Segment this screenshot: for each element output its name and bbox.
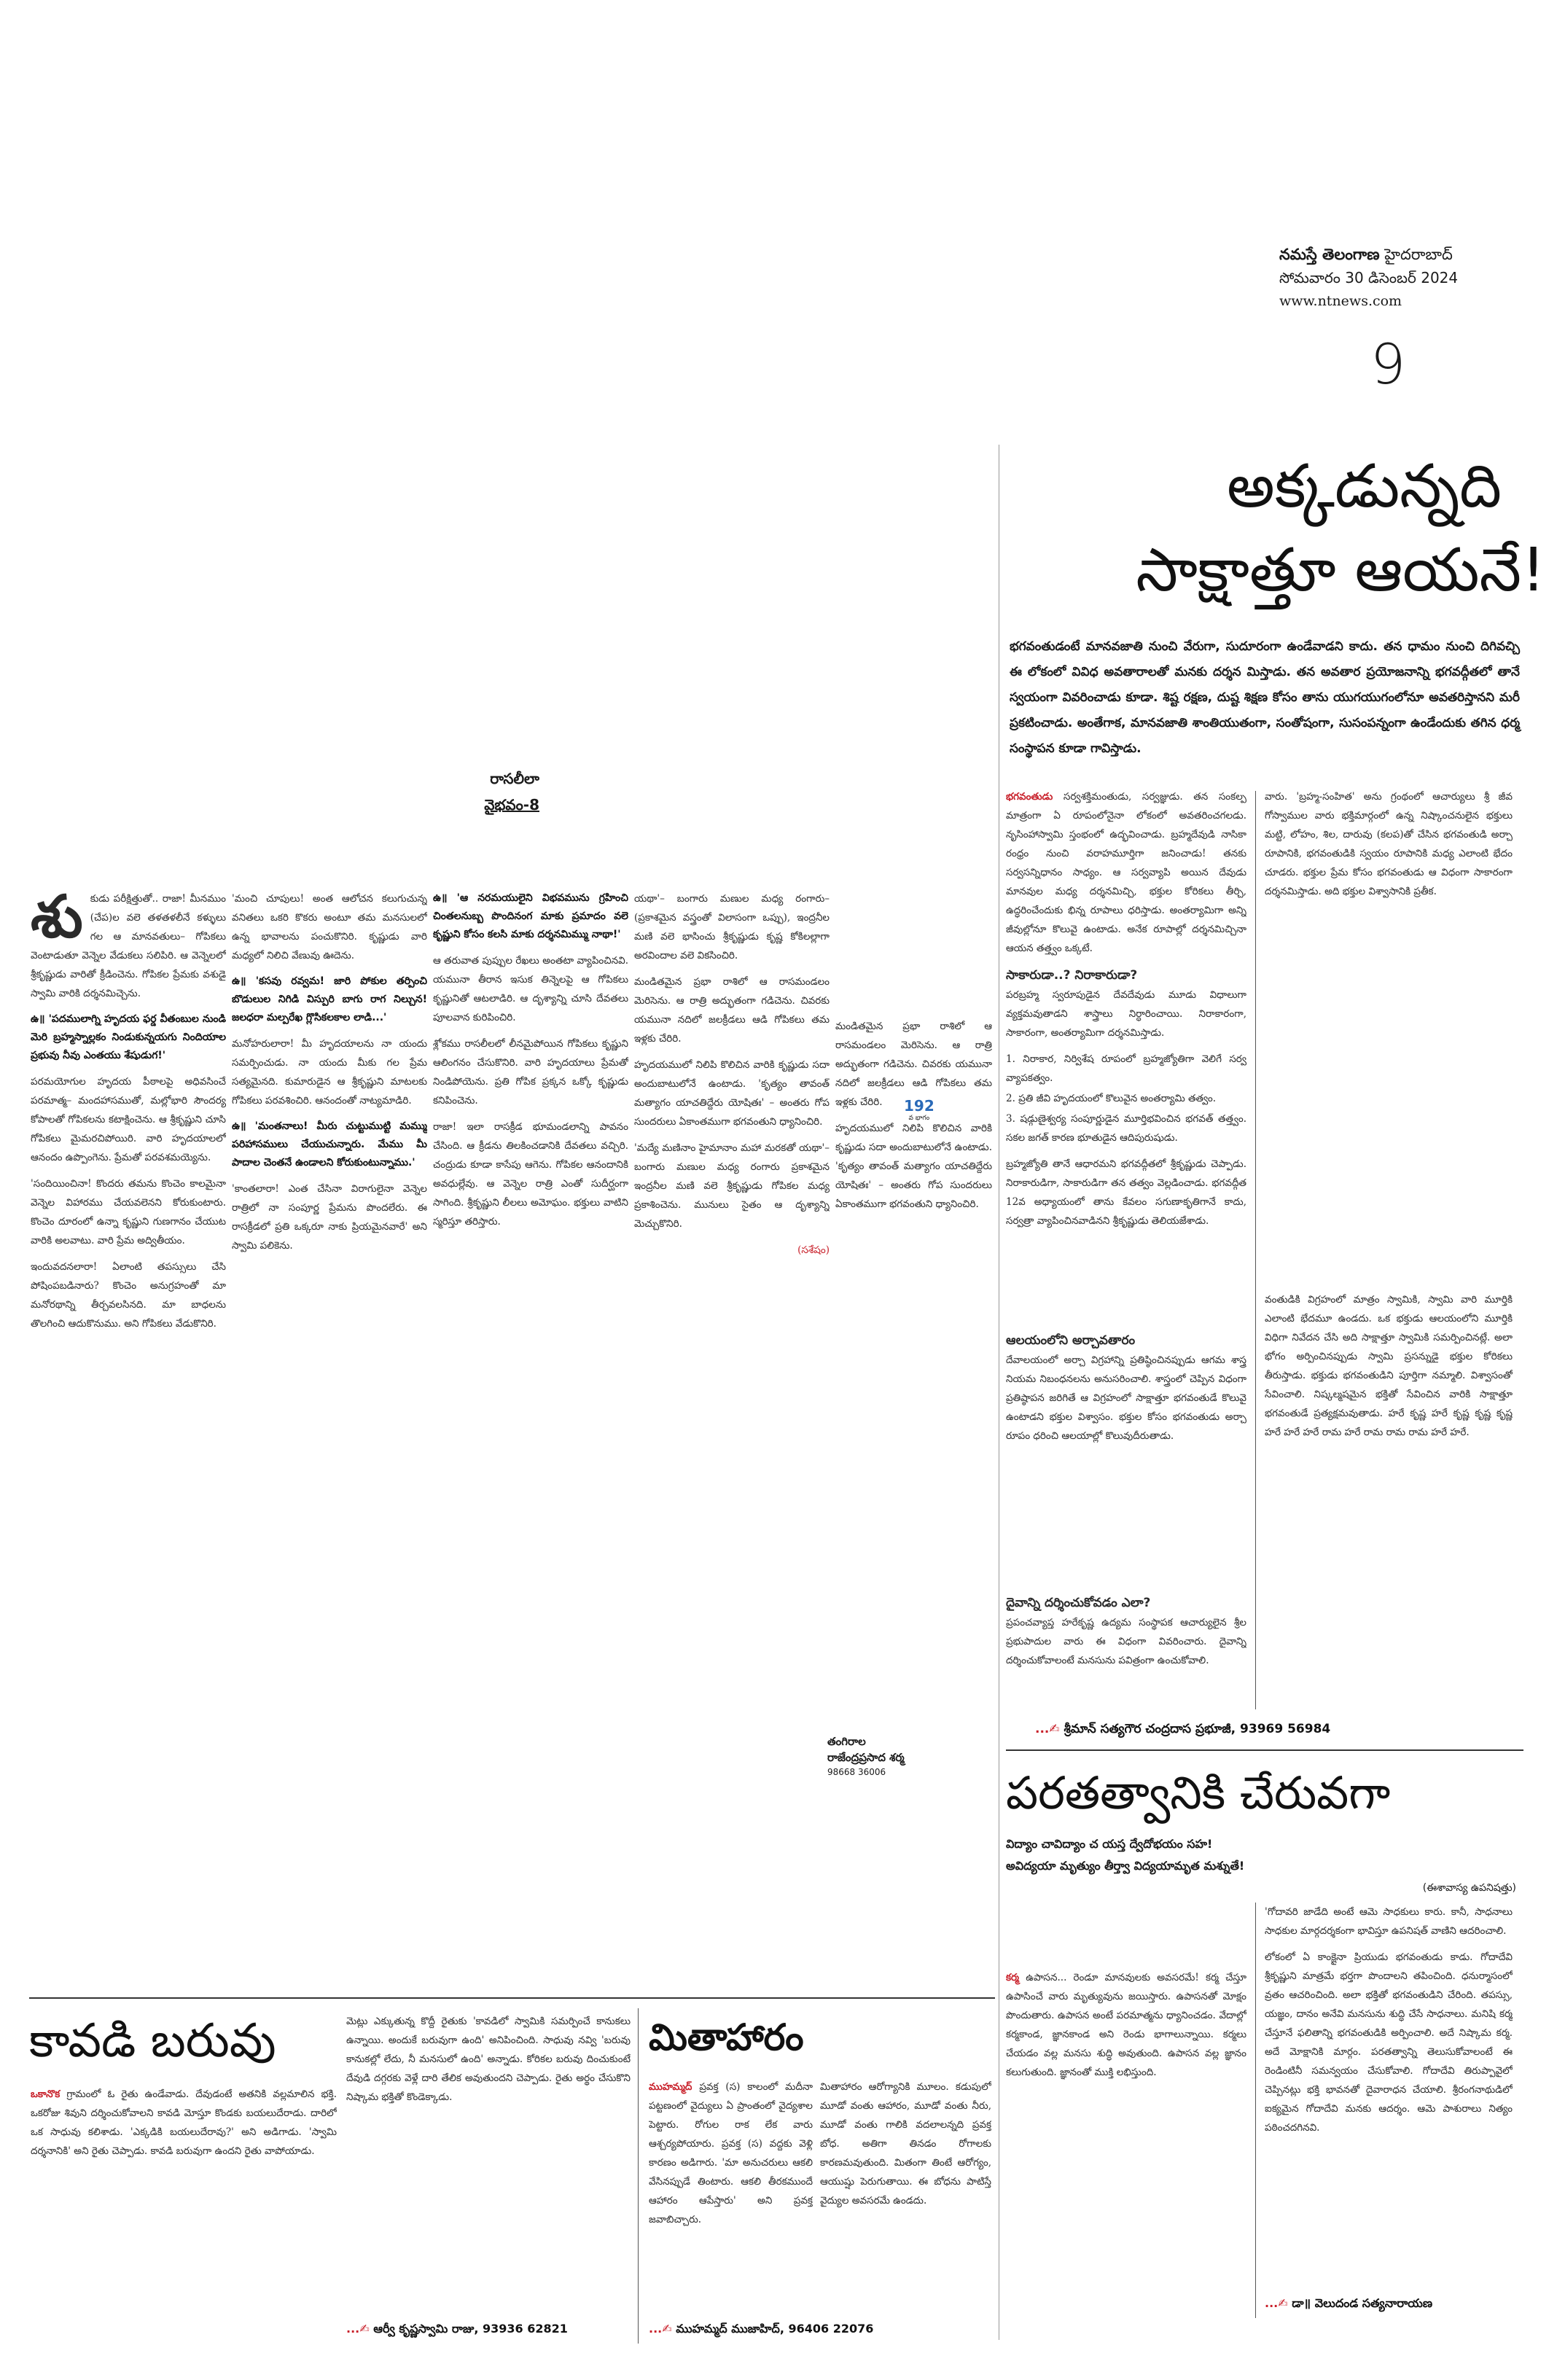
pen-icon: ...✍ [346, 2322, 370, 2336]
story1-headline-line2: సాక్షాత్తూ ఆయనే! [1136, 536, 1545, 605]
story1-column-1b [1006, 1330, 1246, 1589]
story4-lead-word: ఒకానొక [31, 2088, 61, 2100]
story4-byline: ...✍ ఆర్వీ కృష్ణస్వామి రాజు, 93936 62821 [346, 2322, 568, 2336]
story3-p10: రాజా! ఇలా రాసక్రీడ భూమండలాన్ని పావనం చేసింది. ఆ క్రీడను తిలకించడానికి దేవతలు వచ్చిరి. చంద్రుడు కూడా కాసేపు ఆగెను. గోపికల ఆనందానికి అవధుల్లేవు. ఆ వెన్నెల రాత్రి ఎంతో సుదీర్ఘంగా సాగింది. శ్రీకృష్ణుని లీలలు అమోఘం. భక్తులు వాటిని స్మరిస్తూ తరిస్తారు. [433, 1121, 628, 1228]
story3-p1: కుడు పరీక్షిత్తుతో.. రాజా! మీనముం (చేప)ల వలె తళతళలీనే కళ్ళులు గల ఆ మానవతులు– గోపికలు వెంటాడుతూ వెన్నెల వేడుకలు సలిపిరి. ఆ వెన్నెలలో శ్రీకృష్ణుడు వారితో క్రీడించెను. గోపికల ప్రేమకు వశుడై స్వామి వారికి దర్శనమిచ్చెను. [31, 893, 226, 999]
story2-column-divider [1255, 1903, 1256, 2318]
story2-verse [1006, 1833, 1516, 1899]
story3-quote-2: ఉ॥ 'కసవు రవ్వమ! జారి పోకుల తర్పించి బొడులుల నిగిడి విస్పురి బాగు రాగ నిల్చున! జలధరా మల్పరేఖ గ్లొసికలకాల లాడి...' [232, 975, 427, 1023]
story5-column-1 [649, 2077, 813, 2318]
story4-phone: 93936 62821 [483, 2322, 568, 2336]
story5-lead-word: ముహమ్మద్ [649, 2081, 692, 2093]
story3-p12: మండితమైన ప్రభా రాశిలో ఆ రాసమండలం మెరిసెను. ఆ రాత్రి అద్భుతంగా గడిచెను. చివరకు యమునా నదిలో జలక్రీడలు ఆడి గోపికలు తమ ఇళ్లకు చేరిరి. [634, 976, 830, 1045]
story3-p9: శ్లోకము రాసలీలలో లీనమైపోయిన గోపికలు కృష్ణుని ఆలింగనం చేసుకొనిరి. వారి హృదయాలు ప్రేమతో నిండిపోయెను. ప్రతి గోపిక ప్రక్కన ఒక్కో కృష్ణుడు కనిపించెను. [433, 1038, 628, 1107]
story1-body-4: దేవాలయంలో అర్చా విగ్రహాన్ని ప్రతిష్ఠించినప్పుడు ఆగమ శాస్త్ర నియమ నిబంధనలను అనుసరించాలి. శాస్త్రంలో చెప్పిన విధంగా ప్రతిష్ఠాపన జరిగితే ఆ విగ్రహంలో సాక్షాత్తూ భగవంతుడే కొలువై ఉంటాడని భక్తుల విశ్వాసం. భక్తుల కోసం భగవంతుడు అర్చా రూపం ధరించి ఆలయాల్లో కొలువుదీరుతాడు. [1006, 1354, 1246, 1442]
story4-p1: గ్రామంలో ఓ రైతు ఉండేవాడు. దేవుడంటే అతనికి వల్లమాలిన భక్తి. ఒకరోజు శివుని దర్శించుకోవాలని కావడి మోస్తూ కొండకు బయలుదేరాడు. దారిలో ఒక సాధువు కలిశాడు. 'ఎక్కడికి బయలుదేరావు?' అని అడిగాడు. 'స్వామి దర్శనానికి' అని రైతు చెప్పాడు. కావడి బరువుగా ఉందని రైతు వాపోయాడు. [31, 2088, 337, 2157]
story3-p11: యథా'– బంగారు మణుల మధ్య రంగారు– (ప్రకాశమైన వస్త్రంతో విలాసంగా ఒప్పు), ఇంద్రనీల మణి వలె భాసించు శ్రీకృష్ణుడు కృష్ణ కోకిలల్లాగా అరవిందాల వలె వికసించిరి. [634, 893, 830, 961]
story3-p13-cont: హృదయములో నిలిపి కొలిచిన వారికి కృష్ణుడు సదా అందుబాటులోనే ఉంటాడు. 'కృత్యం తావంత్ మత్యాగం యాచతిద్దేరు యోషితః' – అంతరు గోప సుందరులు ఏకాంతముగా భగవంతుని ధ్యానించిరి. [835, 1123, 992, 1210]
story3-p4: ఇందువదనలారా! ఏలాంటి తపస్సులు చేసి పోషింపబడినారు? కొంచెం అనుగ్రహంతో మా మనోరథాన్ని తీర్చవలసినది. మా బాధలను తొలగించి ఆదుకొనుము. అని గోపికలు వేడుకొనిరి. [31, 1261, 226, 1330]
pen-icon: ...✍ [1035, 1722, 1060, 1736]
story1-headline-line1: అక్కడున్నది [1227, 452, 1502, 521]
story1-column-1c [1006, 1593, 1246, 1709]
masthead-url: www.ntnews.com [1279, 293, 1402, 309]
story3-p2: పరమయోగుల హృదయ పీఠాలపై అధివసించే పరమాత్మ– మందహాసముతో, మల్లోభారి సౌందర్య కోపాలతో గోపికలను కటాక్షించెను. ఆ శ్రీకృష్ణుని చూసి గోపికలు మైమరచిపోయిరి. వారి హృదయాలలో ఆనందం ఉప్పొంగెను. ప్రేమతో పరవశమయ్యెను. [31, 1076, 226, 1163]
story2-body-1: ఉపాసన... రెండూ మానవులకు అవసరమే! కర్మ చేస్తూ ఉపాసించే వారు మృత్యువును జయిస్తారు. ఉపాసనతో మోక్షం పొందుతారు. ఉపాసన అంటే పరమాత్మను ధ్యానించడం. వేదాల్లో కర్మకాండ, జ్ఞానకాండ అని రెండు భాగాలున్నాయి. కర్మలు చేయడం వల్ల మనసు శుద్ధి అవుతుంది. ఉపాసన వల్ల జ్ఞానం కలుగుతుంది. జ్ఞానంతో ముక్తి లభిస్తుంది. [1006, 1972, 1246, 2078]
pen-icon: ...✍ [649, 2322, 672, 2336]
story5-column-2 [820, 2077, 991, 2318]
story2-author: డా॥ వెలుదండ సత్యనారాయణ [1292, 2296, 1433, 2310]
story5-headline: మితాహారం [649, 2016, 804, 2059]
story1-column-2 [1265, 787, 1513, 955]
story3-author-block [827, 1735, 951, 1777]
story1-subhead-1: సాకారుడా..? నిరాకారుడా? [1006, 968, 1138, 983]
story2-body-3: లోకంలో ఏ కాంక్షైనా ప్రియుడు భగవంతుడు కాడు. గోదాదేవి శ్రీకృష్ణుని మాత్రమే భర్తగా పొందాలని తపించింది. ధనుర్మాసంలో వ్రతం ఆచరించింది. అలా భక్తితో భగవంతుడిని చేరింది. తపస్సు, యజ్ఞం, దానం అనేవి మనసును శుద్ధి చేసే సాధనాలు. మనిషి కర్మ చేస్తూనే ఫలితాన్ని భగవంతుడికి అర్పించాలి. అదే నిష్కామ కర్మ. అదే మోక్షానికి మార్గం. పరతత్వాన్ని తెలుసుకోవాలంటే ఈ రెండింటినీ సమన్వయం చేసుకోవాలి. గోదాదేవి తిరుప్పావైలో చెప్పినట్లు భక్తి భావనతో దైవారాధన చేయాలి. శ్రీరంగనాథుడిలో ఐక్యమైన గోదాదేవి మనకు ఆదర్శం. ఆమె పాశురాలు నిత్యం పఠించదగినవి. [1265, 1951, 1513, 2134]
story3-quote-4: ఉ॥ 'ఆ నరమయులైని విభవమును గ్రహించి చింతలనుబ్బ పొందినంగ మాకు ప్రమాదం వలె కృష్ణుని కోసం కలసి మాకు దర్శనమిమ్ము నాథా!' [433, 892, 628, 940]
story2-verse-line-1: విద్యాం చావిద్యాం చ యస్త ద్వేదోభయం సహ! [1006, 1837, 1213, 1851]
story3-p3: 'సందియించినా! కొందరు తమను కొంచెం కాలమైనా వెన్నెల విహారము చేయవలెనని కోరుకుంటారు. కొంచెం దూరంలో ఉన్నా కృష్ణుని గుణగానం చేయుట వారికి అలవాటు. వారి ప్రేమ అద్వితీయం. [31, 1178, 226, 1246]
story5-p1: ప్రవక్త (స) కాలంలో మదీనా పట్టణంలో వైద్యులు ఏ ప్రాంతంలో వైద్యశాల పెట్టారు. రోగుల రాక లేక వారు ఆశ్చర్యపోయారు. ప్రవక్త (స) వద్దకు వెళ్లి కారణం అడిగారు. 'మా అనుచరులు ఆకలి వేసినప్పుడే తింటారు. ఆకలి తీరకముందే ఆహారం ఆపేస్తారు' అని ప్రవక్త జవాబిచ్చారు. [649, 2081, 813, 2225]
story3-p14: 'మద్యే మణినాం హైమానాం మహా మరకతో యథా'– బంగారు మణుల మధ్య రంగారు ప్రకాశమైన ఇంద్రనీల మణి వలె శ్రీకృష్ణుడు గోపికల మధ్య ప్రకాశించెను. మునులు సైతం ఆ దృశ్యాన్ని మెచ్చుకొనిరి. [634, 1142, 830, 1230]
story1-column-1 [1006, 787, 1246, 1327]
story4-headline: కావడి బరువు [29, 2014, 276, 2068]
story3-dropcap: శు [31, 889, 83, 951]
story3-p8: ఆ తరువాత పుప్పుల రేఖలు అంతటా వ్యాపించినవి. యమునా తీరాన ఇసుక తిన్నెలపై ఆ గోపికలు కృష్ణునితో ఆటలాడిరి. ఆ దృశ్యాన్ని చూసి దేవతలు పూలవాన కురిపించిరి. [433, 955, 628, 1023]
story1-col2-body: వారు. 'బ్రహ్మ-సంహిత' అను గ్రంథంలో ఆచార్యులు శ్రీ జీవ గోస్వాముల వారు భక్తిమార్గంలో ఉన్న నిష్కాంచనులైన భక్తులు మట్టి, లోహం, శిల, దారువు (కలప)తో చేసిన భగవంతుడి అర్చా రూపానికి, భగవంతుడికి స్వయం రూపానికి మధ్య ఎలాంటి భేదం చూడరు. భక్తుల ప్రేమ కోసం భగవంతుడు ఆ విధంగా సాకారంగా దర్శనమిస్తాడు. అది భక్తుల విశ్వాసానికి ప్రతీక. [1265, 791, 1513, 897]
story1-subhead-2: ఆలయంలోని అర్చావతారం [1006, 1333, 1136, 1348]
story1-intro: భగవంతుడంటే మానవజాతి నుంచి వేరుగా, సుదూరంగా ఉండేవాడని కాదు. తన ధామం నుంచి దిగివచ్చి ఈ లోకంలో వివిధ అవతారాలతో మనకు దర్శన మిస్తాడు. తన అవతార ప్రయోజనాన్ని భగవద్గీతలో తానే స్వయంగా వివరించాడు కూడా. శిష్ట రక్షణ, దుష్ట శిక్షణ కోసం తాను యుగయుగంలోనూ అవతరిస్తానని మరీ ప్రకటించాడు. అంతేగాక, మానవజాతి శాంతియుతంగా, సంతోషంగా, సుసంపన్నంగా ఉండేందుకు తగిన ధర్మ సంస్థాపన కూడా గావిస్తాడు. [1010, 639, 1520, 756]
masthead-date: సోమవారం 30 డిసెంబర్ 2024 [1279, 269, 1459, 286]
story1-phone: 93969 56984 [1240, 1722, 1331, 1736]
story3-column-2 [232, 889, 427, 1990]
story3-p13: హృదయములో నిలిపి కొలిచిన వారికి కృష్ణుడు సదా అందుబాటులోనే ఉంటాడు. 'కృత్యం తావంత్ మత్యాగం యాచతిద్దేరు యోషితః' – అంతరు గోప సుందరులు ఏకాంతముగా భగవంతుని ధ్యానించిరి. [634, 1059, 830, 1128]
story1-list-item-3: 3. షడ్గుణైశ్వర్య సంపూర్ణుడైన మూర్తిభవించిన భగవత్ తత్త్వం. సకల జగత్ కారణ భూతుడైన ఆదిపురుషుడు. [1006, 1113, 1246, 1144]
story3-p7: 'కాంతలారా! ఎంత చేసినా విరాగులైనా వెన్నెల రాత్రిలో నా సంపూర్ణ ప్రేమను పొందలేరు. ఈ రాసక్రీడలో ప్రతి ఒక్కరూ నాకు ప్రియమైనవారే' అని స్వామి పలికెను. [232, 1183, 427, 1252]
story1-byline: ...✍ శ్రీమాన్ సత్యగౌర చంద్రదాస ప్రభూజీ, 93969 56984 [1035, 1722, 1331, 1736]
story4-p2: మెట్లు ఎక్కుతున్న కొద్దీ రైతుకు 'కావడిలో స్వామికి సమర్పించే కానుకలు ఉన్నాయి. అందుకే బరువుగా ఉంది' అనిపించింది. సాధువు నవ్వి 'బరువు కానుకల్లో లేదు, నీ మనసులో ఉంది' అన్నాడు. కోరికల బరువు దించుకుంటే దేవుడి దగ్గరకు వెళ్లే దారి తేలిక అవుతుందని చెప్పాడు. రైతు అర్థం చేసుకొని నిష్కామ భక్తితో కొండెక్కాడు. [346, 2016, 631, 2103]
story2-lead-word: కర్మ [1006, 1972, 1020, 1983]
story3-author-name: రాజేంద్రప్రసాద శర్మ [827, 1751, 905, 1764]
story1-list-item-2: 2. ప్రతి జీవి హృదయంలో కొలువైన అంతర్యామి తత్వం. [1006, 1093, 1216, 1104]
story2-verse-source: (ఈశావాస్య ఉపనిషత్తు) [1422, 1882, 1516, 1894]
story3-p6: మనోహరులారా! మీ హృదయాలను నా యందు సమర్పించుడు. నా యందు మీకు గల ప్రేమ సత్యమైనది. కుమారుడైన ఆ శ్రీకృష్ణుని మాటలకు గోపికలు పరవశించిరి. ఆనందంతో నాట్యమాడిరి. [232, 1038, 427, 1107]
story1-author: శ్రీమాన్ సత్యగౌర చంద్రదాస ప్రభూజీ [1064, 1722, 1231, 1736]
story3-p12-cont: మండితమైన ప్రభా రాశిలో ఆ రాసమండలం మెరిసెను. ఆ రాత్రి అద్భుతంగా గడిచెను. చివరకు యమునా నదిలో జలక్రీడలు ఆడి గోపికలు తమ ఇళ్లకు చేరిరి. [835, 1021, 992, 1108]
pen-icon: ...✍ [1265, 2296, 1288, 2310]
story1-lead-word: భగవంతుడు [1006, 791, 1053, 803]
story3-column-1 [31, 889, 226, 1990]
story3-continued: (సశేషం) [797, 1244, 830, 1256]
story3-quote-1: ఉ॥ 'పదములాగ్ని హృదయ ఫర్డ వీతంబుల నుండి మెరి బ్రహ్మస్నాల్లకం నిండుకున్నయగు నిందియాల ప్రభువు నీవు ఎంతయు శేషుడుగ!' [31, 1013, 226, 1061]
story3-column-3 [433, 889, 628, 1990]
story3-author-phone: 98668 36006 [827, 1767, 886, 1777]
story3-kicker: రాసలీలా [490, 770, 539, 787]
story4-column-1 [31, 2085, 337, 2318]
story2-column-2 [1265, 1903, 1513, 2296]
story2-column-1 [1006, 1968, 1246, 2318]
story5-p2: మితాహారం ఆరోగ్యానికి మూలం. కడుపులో మూడో వంతు ఆహారం, మూడో వంతు నీరు, మూడో వంతు గాలికి వదలాలన్నది ప్రవక్త బోధ. అతిగా తినడం రోగాలకు కారణమవుతుంది. మితంగా తింటే ఆరోగ్యం, ఆయుష్షు పెరుగుతాయి. ఈ బోధను పాటిస్తే వైద్యుల అవసరమే ఉండదు. [820, 2081, 991, 2207]
story3-kicker-block [430, 765, 539, 818]
story3-badge-number: 192 [904, 1097, 934, 1115]
story2-headline: పరతత్వానికి చేరువగా [1006, 1766, 1391, 1819]
story3-bottom-rule [29, 1997, 995, 1999]
story1-headline [1006, 445, 1545, 612]
story4-author: ఆర్వీ కృష్ణస్వామి రాజు [373, 2322, 475, 2336]
story1-body-2: పరబ్రహ్మ స్వరూపుడైన దేవదేవుడు మూడు విధాలుగా వ్యక్తమవుతాడని శాస్త్రాలు నిర్ధారించాయి. నిరాకారంగా, సాకారంగా, అంతర్యామిగా దర్శనమిస్తాడు. [1006, 989, 1246, 1039]
story4-column-2 [346, 2012, 631, 2314]
story1-list-item-1: 1. నిరాకార, నిర్విశేష రూపంలో బ్రహ్మజ్యోతిగా వెలిగే సర్వ వ్యాపకత్వం. [1006, 1053, 1246, 1084]
story5-phone: 96406 22076 [788, 2322, 874, 2336]
story3-column-4 [634, 889, 830, 1691]
story3-page-badge [904, 1097, 934, 1123]
story3-column-5 [835, 1017, 992, 1986]
story5-author: ముహమ్మద్ ముజాహిద్ [676, 2322, 780, 2336]
story1-body-3: బ్రహ్మజ్యోతి తానే ఆధారమని భగవద్గీతలో శ్రీకృష్ణుడు చెప్పాడు. నిరాకారుడిగా, సాకారుడిగా తన తత్వం వెల్లడించాడు. భగవద్గీత 12వ అధ్యాయంలో తాను కేవలం సగుణాకృతిగానే కాదు, సర్వత్రా వ్యాపించినవాడినని శ్రీకృష్ణుడు తెలియజేశాడు. [1006, 1158, 1246, 1227]
masthead [1279, 243, 1498, 313]
story5-byline: ...✍ ముహమ్మద్ ముజాహిద్, 96406 22076 [649, 2322, 874, 2336]
story3-badge-sub: వ భాగం [908, 1115, 930, 1122]
story3-p5: 'మంచి చూపులు! అంత ఆలోచన కలుగుచున్న వనితలు ఒకరి కొకరు అంటూ తమ మనసులలో ఉన్న భావాలను పంచుకొనిరి. కృష్ణుడు వారి మధ్యలో నిలిచి వేణువు ఊదెను. [232, 893, 427, 961]
story2-verse-line-2: అవిద్యయా మృత్యుం తీర్త్వా విద్యయామృత మశ్నుతే! [1006, 1859, 1245, 1873]
story1-column-2b [1265, 1290, 1513, 1709]
story1-body-5: ప్రపంచవ్యాప్త హరేకృష్ణ ఉద్యమ సంస్థాపక ఆచార్యులైన శ్రీల ప్రభుపాదుల వారు ఈ విధంగా వివరించారు. దైవాన్ని దర్శించుకోవాలంటే మనసును పవిత్రంగా ఉంచుకోవాలి. [1006, 1617, 1246, 1666]
story4-divider [638, 2008, 639, 2344]
story1-bottom-rule [1006, 1749, 1523, 1751]
story3-author-label: తంగిరాల [827, 1735, 866, 1748]
story2-body-2: 'గోదావరి జాడేది అంటే ఆమె సాధకులు కారు. కానీ, సాధనాలు సాధకుల మార్గదర్శకంగా భావిస్తూ ఉపనిషత్ వాణిని ఆదరించాలి. [1265, 1906, 1513, 1937]
story3-series: వైభవం-8 [484, 796, 539, 814]
masthead-city: హైదరాబాద్ [1384, 246, 1453, 263]
story2-byline [1265, 2296, 1513, 2313]
story1-subhead-3: దైవాన్ని దర్శించుకోవడం ఎలా? [1006, 1596, 1151, 1610]
story3-quote-3: ఉ॥ 'మంతనాలు! మీరు చుట్టుముట్టి మమ్ము పరిహాసములు చేయుచున్నారు. మేము మీ పాదాల చెంతనే ఉండాలని కోరుకుంటున్నాము.' [232, 1120, 427, 1168]
masthead-paper-name: నమస్తే తెలంగాణ [1279, 246, 1380, 263]
story1-col2-body-2: వంతుడికి విగ్రహంలో మాత్రం స్వామికి, స్వామి వారి మూర్తికి ఎలాంటి భేదమూ ఉండదు. ఒక భక్తుడు ఆలయంలోని మూర్తికి విధిగా నివేదన చేసి అది సాక్షాత్తూ స్వామికి సమర్పించినట్లే. అలా భోగం అర్పించినప్పుడు స్వామి ప్రసన్నుడై భక్తుల కోరికలు తీరుస్తాడు. భక్తుడు భగవంతుడిని పూర్తిగా నమ్మాలి. విశ్వాసంతో సేవించాలి. నిష్కల్మషమైన భక్తితో సేవించిన వారికి సాక్షాత్తూ భగవంతుడే ప్రత్యక్షమవుతాడు. హరే కృష్ణ హరే కృష్ణ కృష్ణ కృష్ణ హరే హరే హరే రామ హరే రామ రామ రామ హరే హరే. [1265, 1294, 1513, 1438]
story1-body-1: సర్వశక్తిమంతుడు, సర్వజ్ఞుడు. తన సంకల్ప మాత్రంగా ఏ రూపంలోనైనా లోకంలో అవతరించగలడు. నృసింహాస్వామి స్తంభంలో ఉద్భవించాడు. బ్రహ్మదేవుడి నాసికా రంధ్రం నుంచి వరాహమూర్తిగా జనించాడు! తనకు సర్వసన్నిధానం సాధ్యం. ఆ సర్వవ్యాపి అయిన దేవుడు మానవుల మధ్య దర్శనమిచ్చి, భక్తుల కోరికలు తీర్చి, ఉద్ధరించేందుకు భిన్న రూపాలు ధరిస్తాడు. అంతర్యామిగా అన్ని జీవుల్లోనూ కొలువై ఉంటాడు. అనేక రూపాల్లో దర్శనమిచ్చినా ఆయన తత్త్వం ఒక్కటే. [1006, 791, 1246, 954]
page-number: 9 [1370, 332, 1406, 397]
story1-column-divider [1255, 791, 1256, 1709]
